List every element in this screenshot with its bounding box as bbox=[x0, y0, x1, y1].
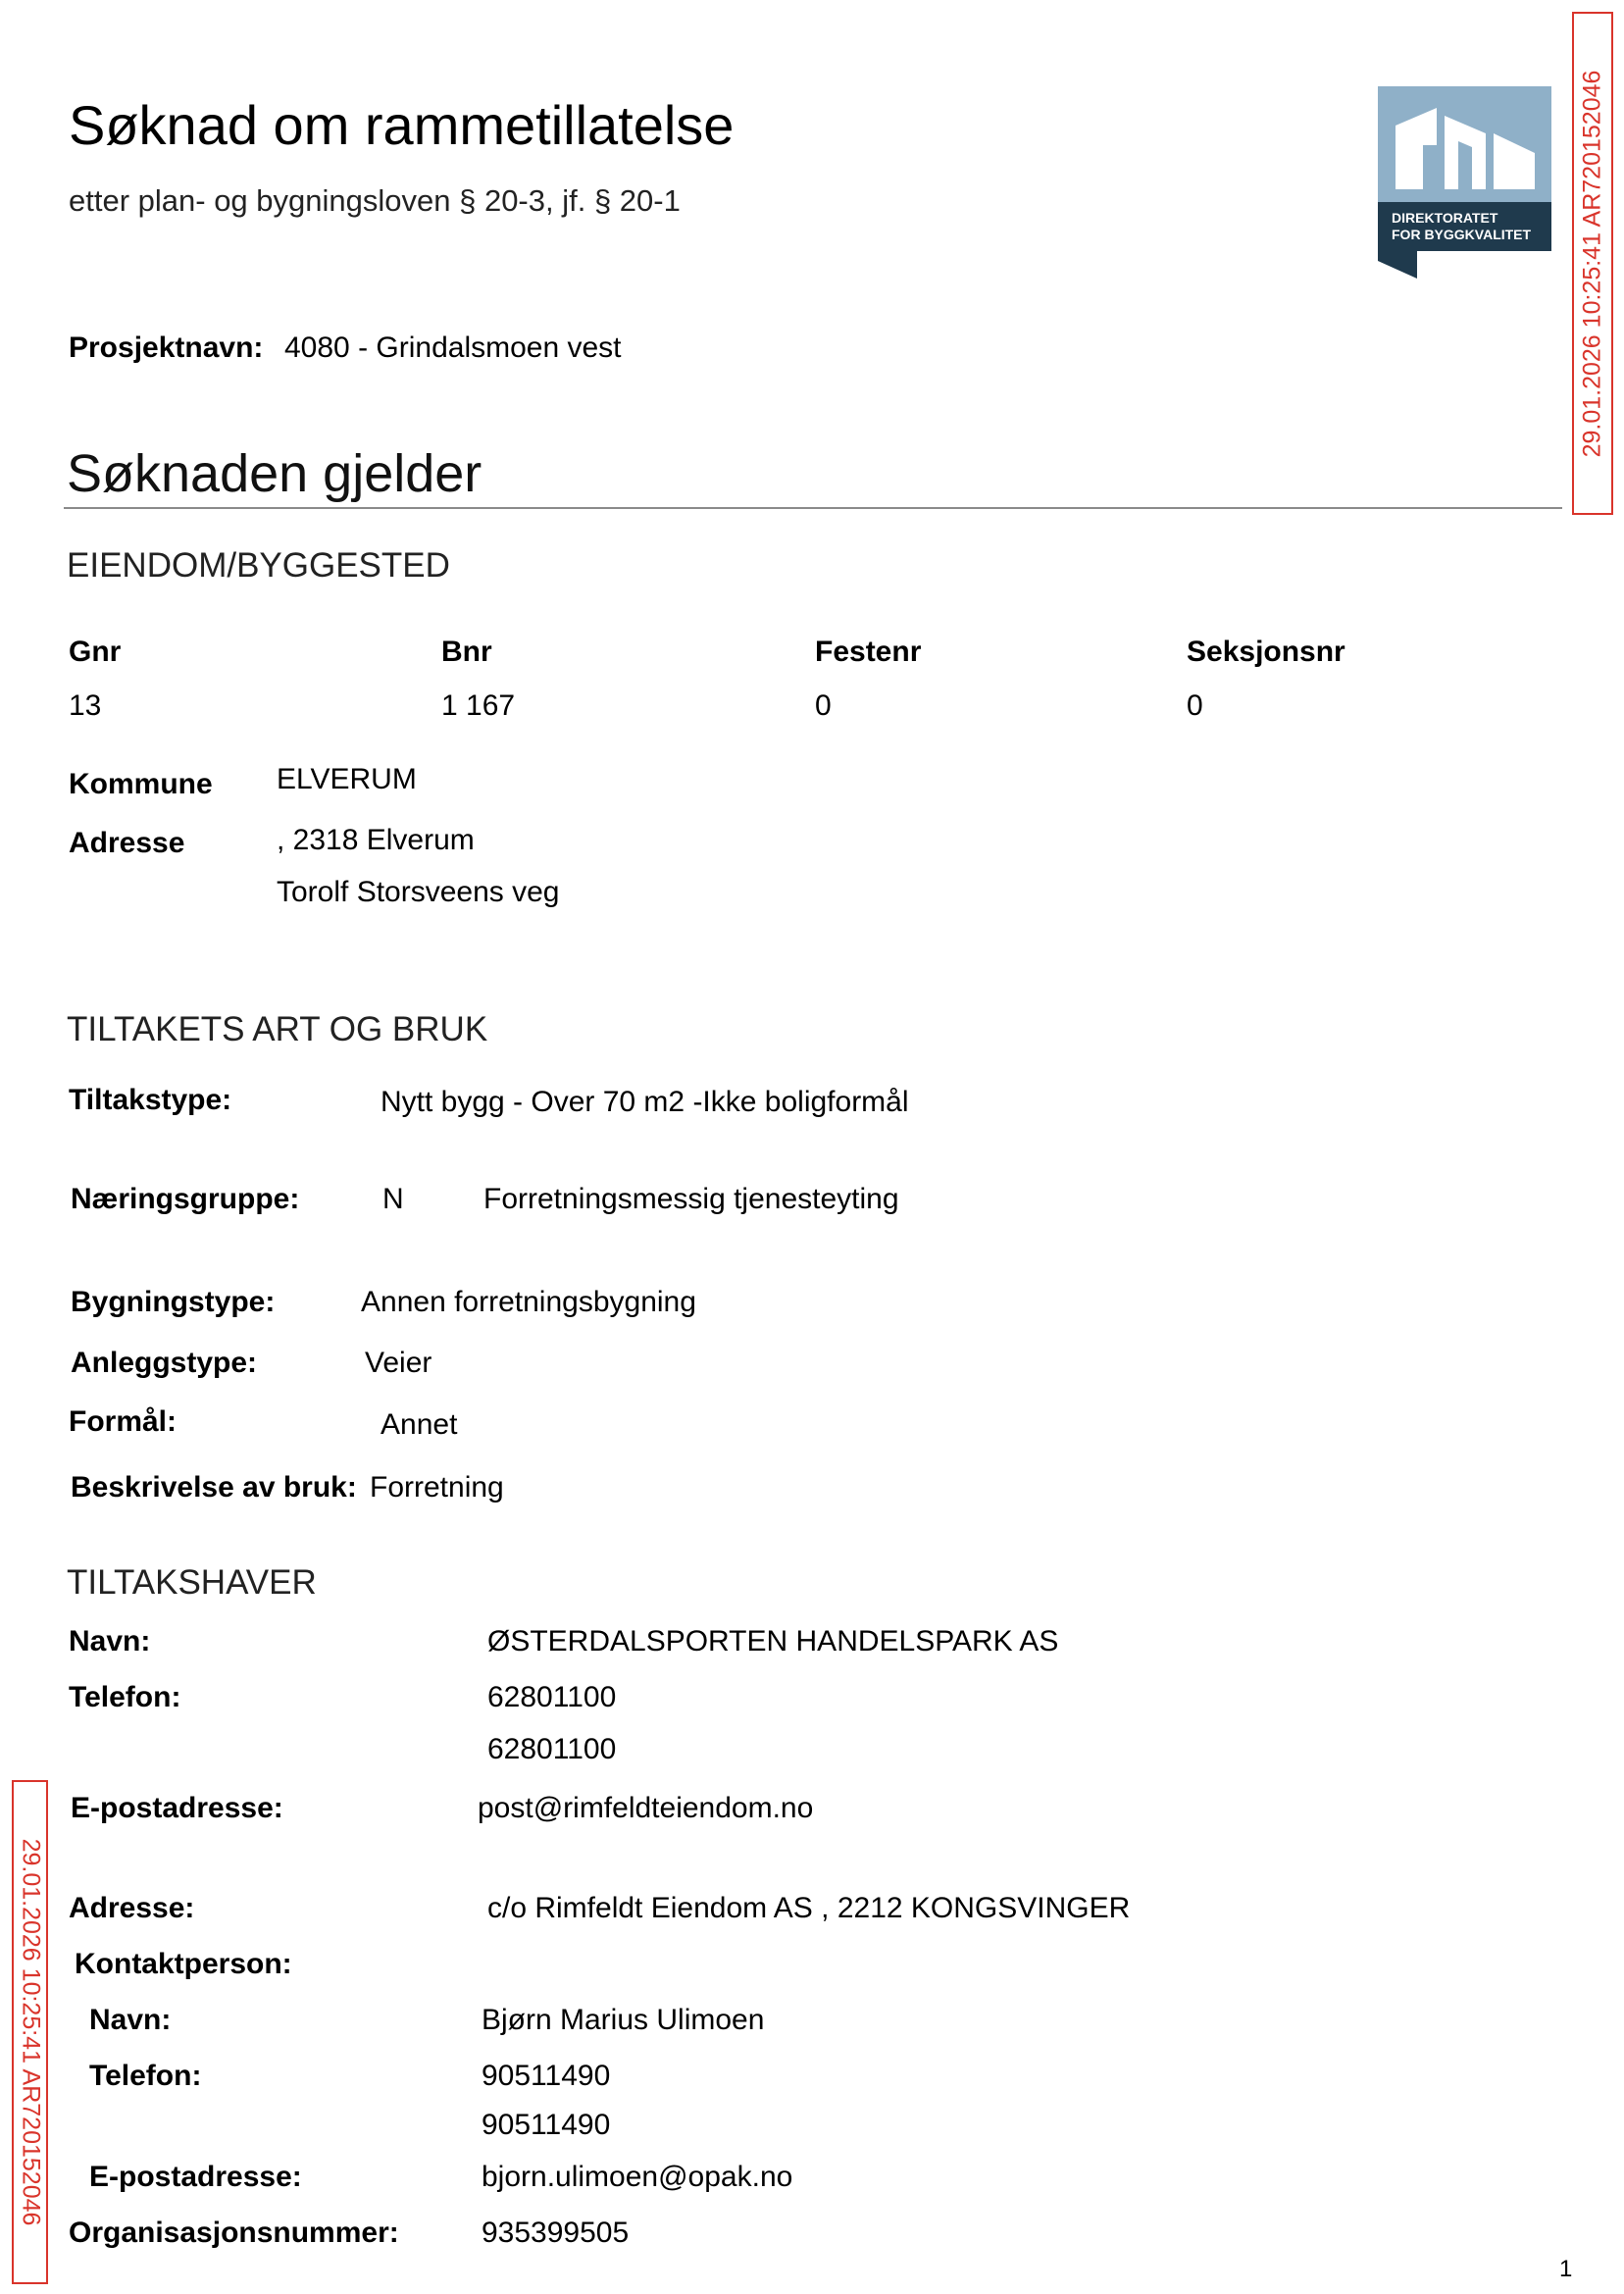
orgnr-label: Organisasjonsnummer: bbox=[69, 2217, 399, 2249]
navn-label: Navn: bbox=[69, 1625, 151, 1657]
festenr-value: 0 bbox=[815, 689, 832, 722]
seksjonsnr-label: Seksjonsnr bbox=[1187, 636, 1345, 668]
epost-label: E-postadresse: bbox=[71, 1792, 283, 1824]
formal-label: Formål: bbox=[69, 1405, 178, 1438]
bygningstype-label: Bygningstype: bbox=[71, 1286, 276, 1318]
festenr-label: Festenr bbox=[815, 636, 922, 668]
gnr-label: Gnr bbox=[69, 636, 122, 668]
adresse-line2: Torolf Storsveens veg bbox=[277, 876, 560, 908]
naeringsgruppe-value: Forretningsmessig tjenesteyting bbox=[483, 1183, 899, 1215]
tiltakstype-value: Nytt bygg - Over 70 m2 -Ikke boligformål bbox=[381, 1086, 909, 1118]
page-subtitle: etter plan- og bygningsloven § 20-3, jf. § 20-1 bbox=[69, 183, 681, 218]
project-label: Prosjektnavn: bbox=[69, 331, 264, 364]
bnr-value: 1 167 bbox=[441, 689, 516, 722]
seksjonsnr-value: 0 bbox=[1187, 689, 1203, 722]
bnr-label: Bnr bbox=[441, 636, 492, 668]
tiltakstype-label: Tiltakstype: bbox=[69, 1084, 232, 1116]
section-divider bbox=[64, 507, 1562, 509]
kontaktperson-label: Kontaktperson: bbox=[75, 1948, 292, 1980]
kontakt-epost-value: bjorn.ulimoen@opak.no bbox=[482, 2161, 793, 2193]
bygningstype-value: Annen forretningsbygning bbox=[361, 1286, 696, 1318]
tiltak-heading: TILTAKETS ART OG BRUK bbox=[67, 1010, 488, 1048]
logo-line1: DIREKTORATET bbox=[1392, 210, 1498, 226]
navn-value: ØSTERDALSPORTEN HANDELSPARK AS bbox=[487, 1625, 1059, 1657]
section-title: Søknaden gjelder bbox=[67, 444, 482, 503]
page-title: Søknad om rammetillatelse bbox=[69, 94, 735, 156]
property-heading: EIENDOM/BYGGESTED bbox=[67, 546, 450, 585]
kontakt-telefon-label: Telefon: bbox=[89, 2060, 202, 2092]
epost-value: post@rimfeldteiendom.no bbox=[478, 1792, 814, 1824]
kommune-value: ELVERUM bbox=[277, 763, 417, 795]
tiltakshaver-adresse-value: c/o Rimfeldt Eiendom AS , 2212 KONGSVINGER bbox=[487, 1892, 1131, 1924]
adresse-line1: , 2318 Elverum bbox=[277, 824, 475, 856]
page-number: 1 bbox=[1559, 2256, 1573, 2282]
beskrivelse-value: Forretning bbox=[370, 1471, 504, 1504]
naeringsgruppe-code: N bbox=[382, 1183, 404, 1215]
kontakt-telefon-value-2: 90511490 bbox=[482, 2109, 611, 2141]
telefon-value-2: 62801100 bbox=[487, 1733, 617, 1765]
kontakt-telefon-value-1: 90511490 bbox=[482, 2060, 611, 2092]
naeringsgruppe-label: Næringsgruppe: bbox=[71, 1183, 300, 1215]
stamp-text: 29.01.2026 10:25:41 AR720152046 bbox=[1578, 70, 1606, 457]
formal-value: Annet bbox=[381, 1408, 458, 1441]
dibk-logo bbox=[1378, 86, 1551, 279]
receipt-stamp-side bbox=[12, 1780, 48, 2284]
telefon-label: Telefon: bbox=[69, 1681, 181, 1713]
anleggstype-label: Anleggstype: bbox=[71, 1347, 258, 1379]
adresse-label: Adresse bbox=[69, 827, 185, 859]
kommune-label: Kommune bbox=[69, 768, 213, 800]
kontakt-navn-label: Navn: bbox=[89, 2004, 172, 2036]
receipt-stamp-top bbox=[1572, 12, 1613, 515]
telefon-value-1: 62801100 bbox=[487, 1681, 617, 1713]
project-value: 4080 - Grindalsmoen vest bbox=[284, 331, 622, 364]
anleggstype-value: Veier bbox=[365, 1347, 432, 1379]
tiltakshaver-adresse-label: Adresse: bbox=[69, 1892, 195, 1924]
kontakt-epost-label: E-postadresse: bbox=[89, 2161, 302, 2193]
beskrivelse-label: Beskrivelse av bruk: bbox=[71, 1471, 357, 1504]
logo-line2: FOR BYGGKVALITET bbox=[1392, 227, 1532, 242]
orgnr-value: 935399505 bbox=[482, 2217, 630, 2249]
kontakt-navn-value: Bjørn Marius Ulimoen bbox=[482, 2004, 765, 2036]
gnr-value: 13 bbox=[69, 689, 102, 722]
tiltakshaver-heading: TILTAKSHAVER bbox=[67, 1563, 317, 1602]
stamp-text: 29.01.2026 10:25:41 AR720152046 bbox=[17, 1838, 44, 2226]
